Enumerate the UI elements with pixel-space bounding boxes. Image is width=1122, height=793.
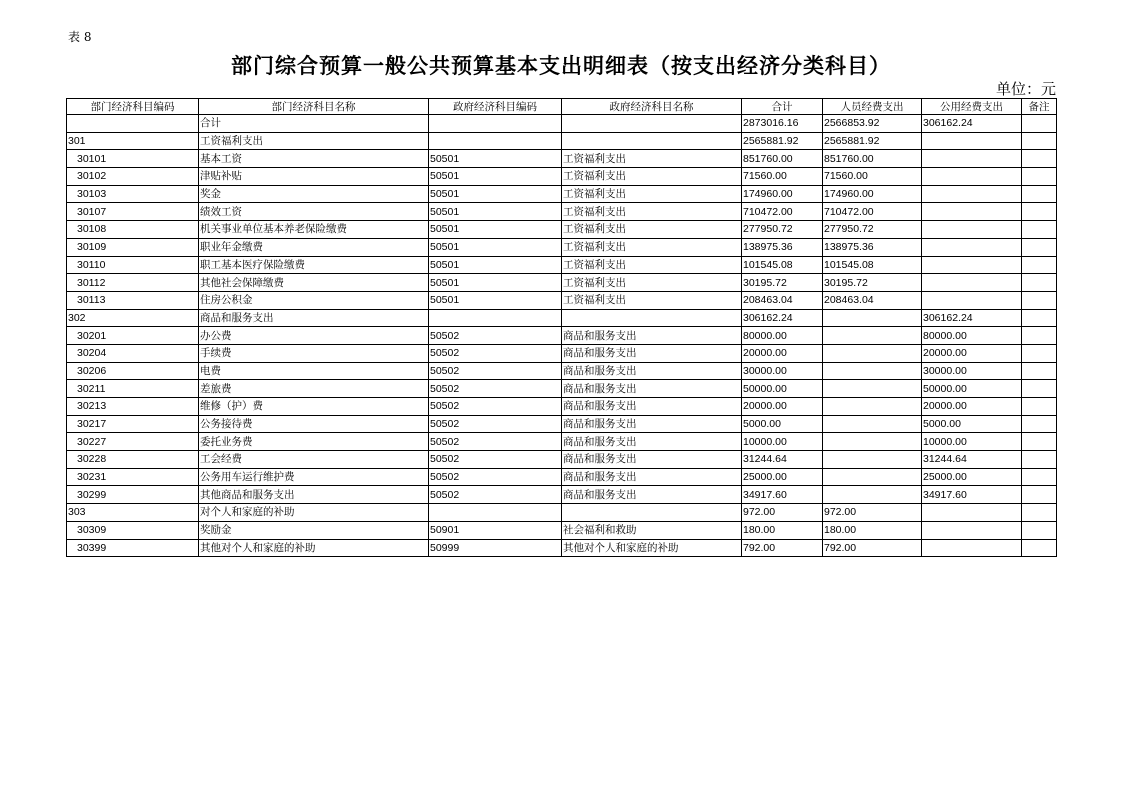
- gov-name-cell: 商品和服务支出: [562, 486, 742, 504]
- public-cell: [922, 521, 1022, 539]
- code-cell: 30309: [67, 521, 199, 539]
- gov-name-cell: 工资福利支出: [562, 221, 742, 239]
- public-cell: [922, 256, 1022, 274]
- personnel-cell: 710472.00: [823, 203, 922, 221]
- gov-code-cell: [429, 132, 562, 150]
- gov-name-cell: 工资福利支出: [562, 203, 742, 221]
- total-cell: 138975.36: [742, 238, 823, 256]
- personnel-cell: [823, 380, 922, 398]
- personnel-cell: [823, 344, 922, 362]
- total-cell: 306162.24: [742, 309, 823, 327]
- gov-name-cell: 商品和服务支出: [562, 433, 742, 451]
- table-row: [67, 504, 1057, 522]
- table-row: [67, 486, 1057, 504]
- public-cell: 20000.00: [922, 398, 1022, 416]
- table-header-row: [67, 99, 1057, 115]
- gov-name-cell: 工资福利支出: [562, 185, 742, 203]
- public-cell: [922, 203, 1022, 221]
- gov-code-cell: 50501: [429, 274, 562, 292]
- note-cell: [1022, 309, 1057, 327]
- gov-name-cell: 商品和服务支出: [562, 451, 742, 469]
- table-row: [67, 132, 1057, 150]
- public-cell: [922, 274, 1022, 292]
- gov-code-cell: 50501: [429, 291, 562, 309]
- personnel-cell: [823, 468, 922, 486]
- code-cell: 30101: [67, 150, 199, 168]
- name-cell: 合计: [199, 115, 429, 133]
- personnel-cell: 2565881.92: [823, 132, 922, 150]
- code-cell: 30102: [67, 168, 199, 186]
- note-cell: [1022, 504, 1057, 522]
- note-cell: [1022, 132, 1057, 150]
- code-cell: 30110: [67, 256, 199, 274]
- personnel-cell: 972.00: [823, 504, 922, 522]
- total-cell: 71560.00: [742, 168, 823, 186]
- column-header: 公用经费支出: [922, 99, 1022, 115]
- gov-code-cell: 50502: [429, 433, 562, 451]
- personnel-cell: [823, 451, 922, 469]
- personnel-cell: 30195.72: [823, 274, 922, 292]
- public-cell: [922, 504, 1022, 522]
- note-cell: [1022, 291, 1057, 309]
- total-cell: 2873016.16: [742, 115, 823, 133]
- public-cell: [922, 221, 1022, 239]
- note-cell: [1022, 168, 1057, 186]
- name-cell: 对个人和家庭的补助: [199, 504, 429, 522]
- public-cell: [922, 238, 1022, 256]
- total-cell: 20000.00: [742, 344, 823, 362]
- table-number: 表 8: [68, 30, 92, 44]
- gov-name-cell: [562, 504, 742, 522]
- total-cell: 101545.08: [742, 256, 823, 274]
- gov-code-cell: 50502: [429, 362, 562, 380]
- note-cell: [1022, 256, 1057, 274]
- note-cell: [1022, 415, 1057, 433]
- public-cell: 50000.00: [922, 380, 1022, 398]
- public-cell: 306162.24: [922, 115, 1022, 133]
- table-row: [67, 309, 1057, 327]
- gov-code-cell: [429, 115, 562, 133]
- note-cell: [1022, 221, 1057, 239]
- note-cell: [1022, 185, 1057, 203]
- name-cell: 奖励金: [199, 521, 429, 539]
- column-header: 人员经费支出: [823, 99, 922, 115]
- gov-code-cell: 50501: [429, 168, 562, 186]
- personnel-cell: [823, 327, 922, 345]
- table-row: [67, 168, 1057, 186]
- gov-code-cell: 50501: [429, 203, 562, 221]
- total-cell: 5000.00: [742, 415, 823, 433]
- note-cell: [1022, 203, 1057, 221]
- name-cell: 电费: [199, 362, 429, 380]
- table-row: [67, 274, 1057, 292]
- gov-name-cell: 商品和服务支出: [562, 327, 742, 345]
- gov-code-cell: 50502: [429, 451, 562, 469]
- total-cell: 710472.00: [742, 203, 823, 221]
- table-row: [67, 256, 1057, 274]
- gov-code-cell: 50999: [429, 539, 562, 557]
- name-cell: 其他社会保障缴费: [199, 274, 429, 292]
- gov-name-cell: 商品和服务支出: [562, 344, 742, 362]
- code-cell: 30107: [67, 203, 199, 221]
- gov-name-cell: 工资福利支出: [562, 150, 742, 168]
- note-cell: [1022, 115, 1057, 133]
- code-cell: 30112: [67, 274, 199, 292]
- note-cell: [1022, 486, 1057, 504]
- gov-name-cell: [562, 309, 742, 327]
- name-cell: 委托业务费: [199, 433, 429, 451]
- table-row: [67, 203, 1057, 221]
- public-cell: 25000.00: [922, 468, 1022, 486]
- name-cell: 基本工资: [199, 150, 429, 168]
- total-cell: 30195.72: [742, 274, 823, 292]
- public-cell: [922, 185, 1022, 203]
- public-cell: 30000.00: [922, 362, 1022, 380]
- name-cell: 津贴补贴: [199, 168, 429, 186]
- gov-name-cell: 商品和服务支出: [562, 468, 742, 486]
- public-cell: [922, 291, 1022, 309]
- name-cell: 职工基本医疗保险缴费: [199, 256, 429, 274]
- column-header: 备注: [1022, 99, 1057, 115]
- note-cell: [1022, 344, 1057, 362]
- gov-name-cell: 商品和服务支出: [562, 362, 742, 380]
- code-cell: 30213: [67, 398, 199, 416]
- code-cell: 30399: [67, 539, 199, 557]
- gov-name-cell: [562, 132, 742, 150]
- gov-code-cell: 50501: [429, 185, 562, 203]
- table-row: [67, 415, 1057, 433]
- personnel-cell: 101545.08: [823, 256, 922, 274]
- gov-code-cell: 50502: [429, 344, 562, 362]
- personnel-cell: 71560.00: [823, 168, 922, 186]
- total-cell: 972.00: [742, 504, 823, 522]
- note-cell: [1022, 521, 1057, 539]
- public-cell: 31244.64: [922, 451, 1022, 469]
- table-row: [67, 150, 1057, 168]
- table-row: [67, 185, 1057, 203]
- public-cell: [922, 168, 1022, 186]
- personnel-cell: 180.00: [823, 521, 922, 539]
- gov-code-cell: 50502: [429, 415, 562, 433]
- public-cell: 80000.00: [922, 327, 1022, 345]
- name-cell: 奖金: [199, 185, 429, 203]
- note-cell: [1022, 380, 1057, 398]
- gov-name-cell: 社会福利和救助: [562, 521, 742, 539]
- table-row: [67, 521, 1057, 539]
- public-cell: [922, 132, 1022, 150]
- code-cell: 30227: [67, 433, 199, 451]
- gov-name-cell: [562, 115, 742, 133]
- code-cell: 30108: [67, 221, 199, 239]
- total-cell: 2565881.92: [742, 132, 823, 150]
- code-cell: 301: [67, 132, 199, 150]
- gov-code-cell: 50502: [429, 398, 562, 416]
- note-cell: [1022, 539, 1057, 557]
- name-cell: 维修（护）费: [199, 398, 429, 416]
- gov-name-cell: 工资福利支出: [562, 274, 742, 292]
- table-row: [67, 291, 1057, 309]
- unit-label: 单位：元: [995, 80, 1056, 98]
- total-cell: 208463.04: [742, 291, 823, 309]
- personnel-cell: 2566853.92: [823, 115, 922, 133]
- gov-code-cell: 50502: [429, 327, 562, 345]
- gov-code-cell: 50501: [429, 238, 562, 256]
- column-header: 政府经济科目名称: [562, 99, 742, 115]
- gov-name-cell: 商品和服务支出: [562, 380, 742, 398]
- note-cell: [1022, 398, 1057, 416]
- table-row: [67, 433, 1057, 451]
- personnel-cell: [823, 415, 922, 433]
- public-cell: 34917.60: [922, 486, 1022, 504]
- page-title: 部门综合预算一般公共预算基本支出明细表（按支出经济分类科目）: [231, 54, 891, 78]
- note-cell: [1022, 274, 1057, 292]
- name-cell: 公务用车运行维护费: [199, 468, 429, 486]
- gov-code-cell: 50901: [429, 521, 562, 539]
- name-cell: 工会经费: [199, 451, 429, 469]
- gov-name-cell: 商品和服务支出: [562, 398, 742, 416]
- note-cell: [1022, 327, 1057, 345]
- gov-name-cell: 工资福利支出: [562, 291, 742, 309]
- gov-name-cell: 商品和服务支出: [562, 415, 742, 433]
- code-cell: 302: [67, 309, 199, 327]
- gov-code-cell: [429, 309, 562, 327]
- table-row: [67, 451, 1057, 469]
- name-cell: 公务接待费: [199, 415, 429, 433]
- personnel-cell: [823, 486, 922, 504]
- total-cell: 851760.00: [742, 150, 823, 168]
- total-cell: 10000.00: [742, 433, 823, 451]
- gov-name-cell: 工资福利支出: [562, 168, 742, 186]
- personnel-cell: 792.00: [823, 539, 922, 557]
- table-row: [67, 398, 1057, 416]
- table-row: [67, 221, 1057, 239]
- table-row: [67, 468, 1057, 486]
- column-header: 合计: [742, 99, 823, 115]
- name-cell: 其他商品和服务支出: [199, 486, 429, 504]
- table-row: [67, 539, 1057, 557]
- personnel-cell: 851760.00: [823, 150, 922, 168]
- gov-code-cell: 50501: [429, 221, 562, 239]
- total-cell: 30000.00: [742, 362, 823, 380]
- name-cell: 绩效工资: [199, 203, 429, 221]
- table-row: [67, 238, 1057, 256]
- note-cell: [1022, 238, 1057, 256]
- total-cell: 180.00: [742, 521, 823, 539]
- code-cell: 30113: [67, 291, 199, 309]
- code-cell: 30109: [67, 238, 199, 256]
- total-cell: 174960.00: [742, 185, 823, 203]
- personnel-cell: 277950.72: [823, 221, 922, 239]
- code-cell: 30299: [67, 486, 199, 504]
- column-header: 政府经济科目编码: [429, 99, 562, 115]
- total-cell: 34917.60: [742, 486, 823, 504]
- gov-code-cell: 50502: [429, 486, 562, 504]
- column-header: 部门经济科目编码: [67, 99, 199, 115]
- total-cell: 792.00: [742, 539, 823, 557]
- personnel-cell: 138975.36: [823, 238, 922, 256]
- personnel-cell: 174960.00: [823, 185, 922, 203]
- name-cell: 职业年金缴费: [199, 238, 429, 256]
- gov-name-cell: 其他对个人和家庭的补助: [562, 539, 742, 557]
- note-cell: [1022, 468, 1057, 486]
- personnel-cell: [823, 398, 922, 416]
- gov-code-cell: 50502: [429, 468, 562, 486]
- code-cell: 30228: [67, 451, 199, 469]
- code-cell: 30103: [67, 185, 199, 203]
- table-row: [67, 362, 1057, 380]
- personnel-cell: [823, 309, 922, 327]
- total-cell: 31244.64: [742, 451, 823, 469]
- total-cell: 50000.00: [742, 380, 823, 398]
- note-cell: [1022, 150, 1057, 168]
- code-cell: 30204: [67, 344, 199, 362]
- name-cell: 办公费: [199, 327, 429, 345]
- total-cell: 277950.72: [742, 221, 823, 239]
- public-cell: 5000.00: [922, 415, 1022, 433]
- name-cell: 机关事业单位基本养老保险缴费: [199, 221, 429, 239]
- table-row: [67, 115, 1057, 133]
- table-row: [67, 344, 1057, 362]
- code-cell: 30211: [67, 380, 199, 398]
- gov-code-cell: [429, 504, 562, 522]
- personnel-cell: [823, 433, 922, 451]
- table-row: [67, 327, 1057, 345]
- code-cell: 30201: [67, 327, 199, 345]
- public-cell: 20000.00: [922, 344, 1022, 362]
- gov-code-cell: 50502: [429, 380, 562, 398]
- total-cell: 80000.00: [742, 327, 823, 345]
- personnel-cell: [823, 362, 922, 380]
- public-cell: 10000.00: [922, 433, 1022, 451]
- name-cell: 手续费: [199, 344, 429, 362]
- gov-name-cell: 工资福利支出: [562, 238, 742, 256]
- code-cell: 30217: [67, 415, 199, 433]
- code-cell: 30231: [67, 468, 199, 486]
- personnel-cell: 208463.04: [823, 291, 922, 309]
- name-cell: 商品和服务支出: [199, 309, 429, 327]
- code-cell: 303: [67, 504, 199, 522]
- note-cell: [1022, 451, 1057, 469]
- budget-table: [66, 98, 1057, 557]
- code-cell: 30206: [67, 362, 199, 380]
- note-cell: [1022, 433, 1057, 451]
- name-cell: 差旅费: [199, 380, 429, 398]
- gov-code-cell: 50501: [429, 150, 562, 168]
- gov-code-cell: 50501: [429, 256, 562, 274]
- code-cell: [67, 115, 199, 133]
- public-cell: [922, 539, 1022, 557]
- public-cell: 306162.24: [922, 309, 1022, 327]
- gov-name-cell: 工资福利支出: [562, 256, 742, 274]
- total-cell: 20000.00: [742, 398, 823, 416]
- name-cell: 其他对个人和家庭的补助: [199, 539, 429, 557]
- name-cell: 工资福利支出: [199, 132, 429, 150]
- name-cell: 住房公积金: [199, 291, 429, 309]
- note-cell: [1022, 362, 1057, 380]
- column-header: 部门经济科目名称: [199, 99, 429, 115]
- total-cell: 25000.00: [742, 468, 823, 486]
- table-row: [67, 380, 1057, 398]
- public-cell: [922, 150, 1022, 168]
